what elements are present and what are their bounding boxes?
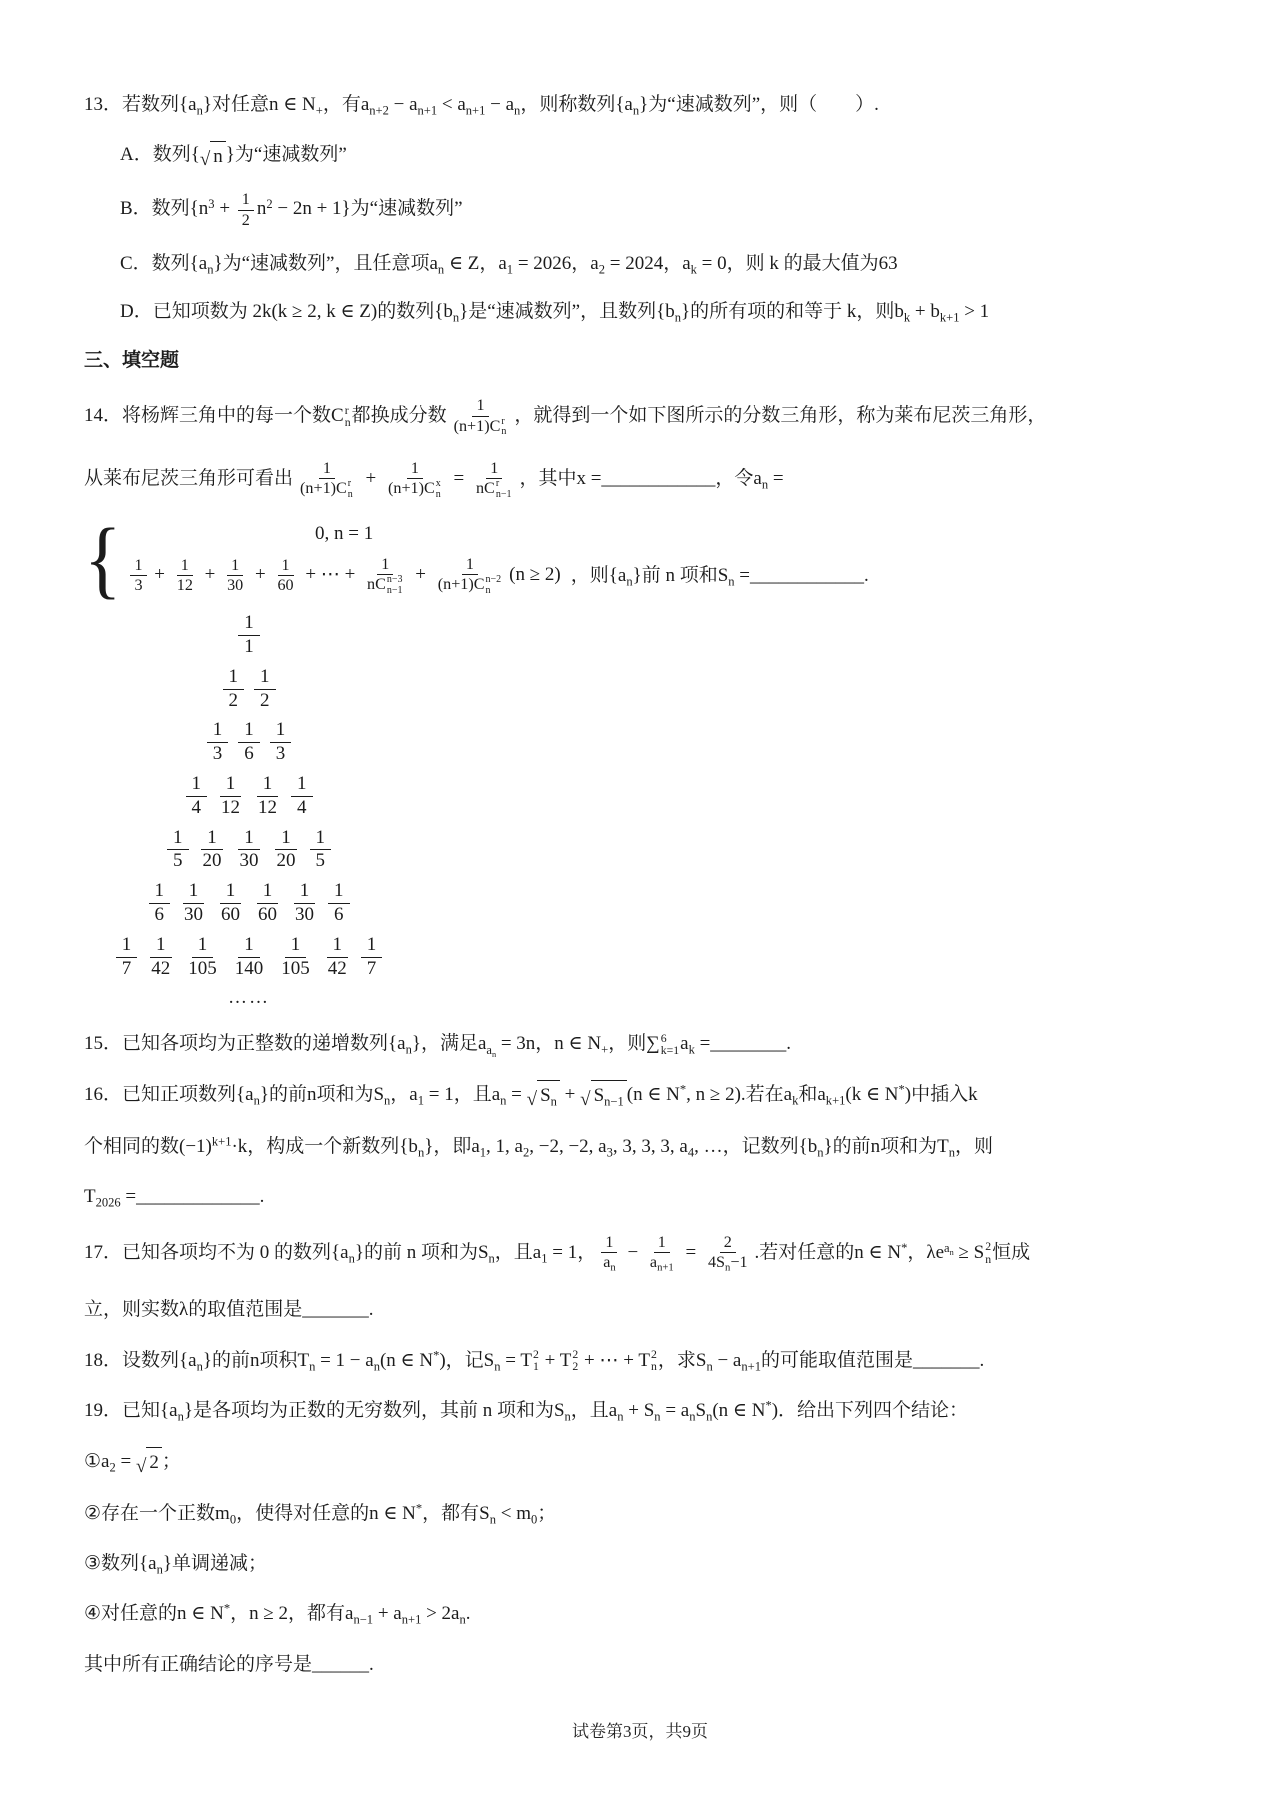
triangle-fraction: 1 1 — [238, 612, 260, 659]
triangle-fraction: 1 60 — [258, 880, 277, 925]
triangle-fraction: 1 3 — [270, 719, 292, 766]
triangle-fraction: 1 105 — [188, 933, 217, 979]
triangle-row — [84, 827, 414, 874]
triangle-fraction: 1 30 — [295, 880, 314, 925]
q13-option-a: A．数列{ √ n }为“速减数列” — [84, 140, 1196, 171]
q19-closing: 其中所有正确结论的序号是______. — [84, 1653, 374, 1675]
section-fill-in-title: 三、填空题 — [84, 349, 180, 371]
triangle-fraction: 1 60 — [221, 880, 240, 925]
q15-text: 15．已知各项均为正整数的递增数列$\{a_n\}$，满足$a_{a_n} = 3n$，n ∈ $N_+$，则∑ 6 k=1 $a_k$ =________. — [84, 1031, 792, 1059]
q19-stem: 19．已知$\{a_n\}$是各项均为正数的无穷数列，其前 n 项和为$S_n$，且$a_n + S_n = a_nS_n(n$ ∈ N*)．给出下列四个结论： — [84, 1399, 969, 1424]
triangle-fraction: 1 12 — [221, 773, 240, 818]
triangle-fraction: 1 2 — [254, 666, 276, 713]
q14-line2: 从莱布尼茨三角形可看出 1 (n+1)C r n + 1 (n+1)C x n = 1 nC r n−1 ，其中x =____________，令$a_n$ = — [84, 459, 784, 500]
page-footer: 试卷第3页，共9页 — [572, 1722, 708, 1741]
triangle-fraction: 1 4 — [186, 773, 208, 820]
q14-cases — [127, 521, 560, 596]
triangle-fraction: 1 3 — [207, 719, 229, 766]
q19-conclusion-4: ④对任意的n ∈ N*，n ≥ 2，都有$a_{n-1} + a_{n+1} > 2a_n$. — [84, 1602, 471, 1627]
q19-conclusion-3: ③数列$\{a_n\}$单调递减； — [84, 1553, 267, 1577]
q16-line2: 个相同的数$(-1)^{k+1}\cdot k$，构成一个新数列$\{b_n\}$，即$a_1$, 1, $a_2$, −2, −2, $a_3$, 3, 3, 3, $a_4$, …，记数列$\{b_n\}$的前n项和为$T_n$，则 — [84, 1134, 993, 1160]
q16-line3: $T_{2026}$ =_____________. — [84, 1186, 265, 1210]
triangle-fraction: 1 7 — [361, 934, 383, 981]
triangle-row — [84, 934, 414, 981]
q19-conclusion-2: ②存在一个正数$m_0$，使得对任意的n ∈ N*，都有$S_n < m_0$； — [84, 1501, 557, 1526]
q14-case-bottom: $\frac{1}{3}$ + $\frac{1}{12}$ + $\frac{1}{30}$ + $\frac{1}{60}$ + ⋯ + 1 nC n−3 n−1 + 1 (n+1)C n−2 n (n ≥ 2) — [127, 555, 560, 596]
triangle-fraction: 1 20 — [202, 826, 222, 872]
triangle-row — [84, 666, 414, 713]
q16-line1: 16．已知正项数列$\{a_n\}$的前n项和为$S_n$，$a_1 = 1$，且$a_n$ = √ $S_n$ + √ $S_{n-1}$ (n ∈ N*, n ≥ 2).若在$a_k$和$a_{k+1}(k$ ∈ N*)中插入k — [84, 1080, 1196, 1111]
q19-conclusion-1: $①a_2$ = √ 2 ； — [84, 1447, 1196, 1478]
triangle-fraction: 1 6 — [328, 880, 350, 927]
triangle-fraction: 1 6 — [238, 719, 260, 766]
q13-option-b: B．数列{$n^3$ + $\frac{1}{2}$ $n^2 - 2n + 1$}为“速减数列” — [120, 191, 463, 229]
q13-option-d: D．已知项数为 2k(k ≥ 2, k ∈ Z)的数列$\{b_n\}$是“速减数列”，且数列$\{b_n\}$的所有项的和等于 k，则$b_k + b_{k+1} > 1$ — [120, 301, 990, 325]
q13-option-c: C．数列$\{a_n\}$为“速减数列”，且任意项$a_n$ ∈ Z，$a_1 = 2026$，$a_2 = 2024$，$a_k = 0$，则 k 的最大值为63 — [120, 253, 898, 277]
triangle-fraction: 1 30 — [239, 826, 259, 872]
triangle-fraction: 1 42 — [327, 933, 347, 979]
triangle-row — [84, 773, 414, 820]
triangle-fraction: 1 5 — [310, 827, 332, 874]
left-brace: { — [84, 509, 122, 607]
triangle-row — [84, 612, 414, 659]
triangle-fraction: 1 42 — [151, 933, 171, 979]
triangle-fraction: 1 2 — [223, 666, 245, 713]
triangle-ellipsis: …… — [228, 987, 270, 1009]
q13-stem: 13．若数列$\{a_n\}$对任意n ∈ $N_+$，有$a_{n+2} - a_{n+1} < a_{n+1} - a_n$，则称数列$\{a_n\}$为“速减数列”，则（ ）. — [84, 94, 879, 118]
triangle-fraction: 1 4 — [291, 773, 313, 820]
triangle-row — [84, 880, 414, 927]
leibniz-triangle — [84, 612, 414, 980]
q17-line1: 17．已知各项均不为 0 的数列$\{a_n\}$的前 n 项和为$S_n$，且$a_1 = 1$， $\frac{1}{a_n}$ − $\frac{1}{a_{n+1}}$ = $\frac{2}{4S_n-1}$ .若对任意的n ∈ N*，$\lambda e^{a_n} \ge S$ 2 n 恒成 — [84, 1233, 1031, 1274]
triangle-fraction: 1 20 — [276, 826, 296, 872]
triangle-fraction: 1 6 — [149, 880, 171, 927]
q17-line2: 立，则实数λ的取值范围是_______. — [84, 1299, 374, 1321]
triangle-fraction: 1 30 — [184, 880, 203, 925]
triangle-fraction: 1 105 — [281, 933, 310, 979]
triangle-fraction: 1 140 — [234, 933, 264, 979]
q14-line3-tail: ，则$\{a_n\}$前 n 项和$S_n$ =____________. — [570, 565, 869, 589]
q14-case-top: 0, n = 1 — [314, 523, 374, 545]
triangle-fraction: 1 5 — [167, 827, 189, 874]
triangle-fraction: 1 12 — [258, 773, 277, 818]
q18-text: 18．设数列$\{a_n\}$的前n项积$T_n = 1 - a_n(n$ ∈ N*)，记$S_n = T$ 2 1 + T 2 2 + ⋯ + T 2 n ，求$S_n - a_{n+1}$的可能取值范围是_______. — [84, 1348, 985, 1374]
triangle-row — [84, 719, 414, 766]
q14-piecewise — [84, 509, 1196, 607]
q14-line1: 14．将杨辉三角中的每一个数C r n 都换成分数 1 (n+1)C r n ，就得到一个如下图所示的分数三角形，称为莱布尼茨三角形， — [84, 397, 1047, 438]
triangle-fraction: 1 7 — [116, 934, 138, 981]
